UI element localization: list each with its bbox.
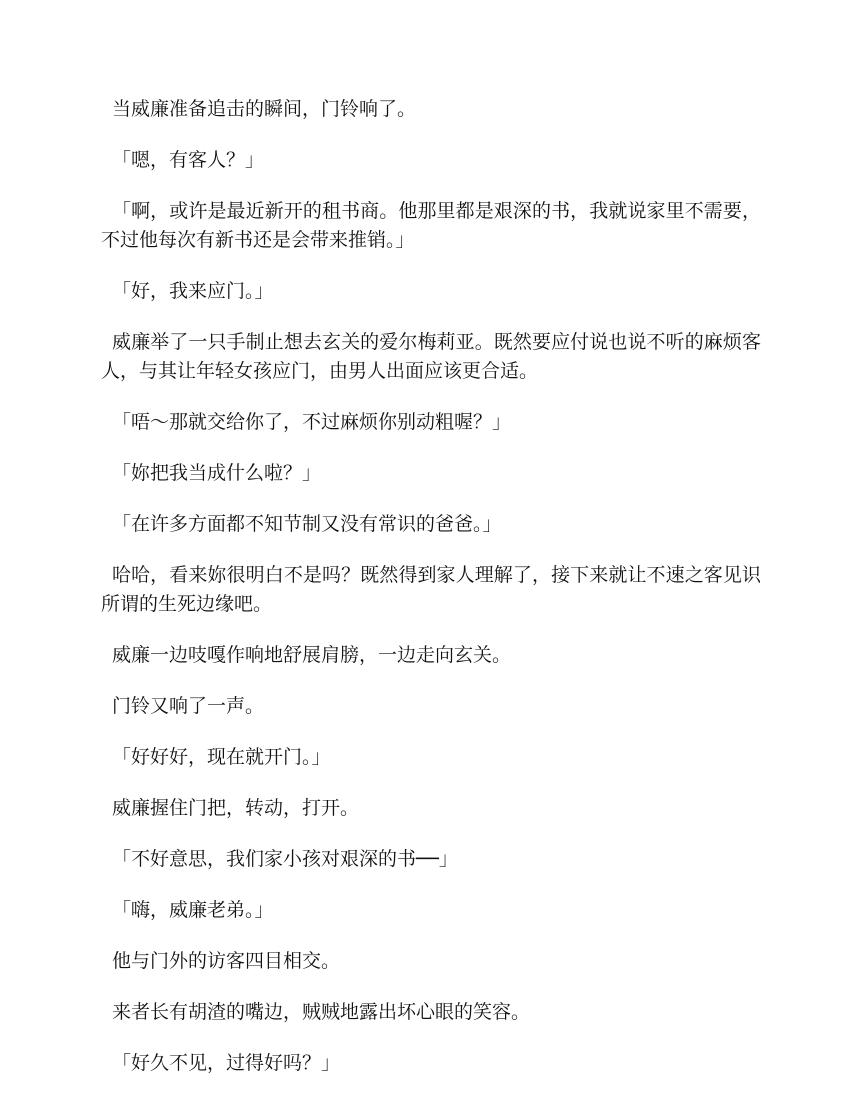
paragraph: 「唔～那就交给你了，不过麻烦你别动粗喔？」 [112,411,512,433]
paragraph: 威廉握住门把，转动，打开。 [112,797,360,819]
paragraph: 他与门外的访客四目相交。 [112,950,341,972]
paragraph: 「好好好，现在就开门。」 [112,746,331,768]
paragraph: 「啊，或许是最近新开的租书商。他那里都是艰深的书，我就说家里不需要，不过他每次有新书还是会带来推销。」 [101,200,761,251]
paragraph: 来者长有胡渣的嘴边，贼贼地露出坏心眼的笑容。 [112,1001,531,1023]
paragraph: 「嗨，威廉老弟。」 [112,899,274,921]
paragraph: 威廉一边吱嘎作响地舒展肩膀，一边走向玄关。 [112,644,512,666]
paragraph: 哈哈，看来妳很明白不是吗？既然得到家人理解了，接下来就让不速之客见识所谓的生死边缘吧。 [101,564,761,615]
paragraph: 「不好意思，我们家小孩对艰深的书──」 [112,848,458,870]
paragraph: 威廉举了一只手制止想去玄关的爱尔梅莉亚。既然要应付说也说不听的麻烦客人，与其让年轻女孩应门，由男人出面应该更合适。 [101,331,761,382]
paragraph: 当威廉准备追击的瞬间，门铃响了。 [112,98,417,120]
paragraph: 「好，我来应门。」 [112,280,274,302]
paragraph: 「在许多方面都不知节制又没有常识的爸爸。」 [112,513,502,535]
paragraph: 门铃又响了一声。 [112,695,265,717]
body-text [101,95,761,1100]
paragraph: 「妳把我当成什么啦？」 [112,462,322,484]
paragraph: 「嗯，有客人？」 [112,149,265,171]
paragraph: 「好久不见，过得好吗？」 [112,1052,341,1074]
